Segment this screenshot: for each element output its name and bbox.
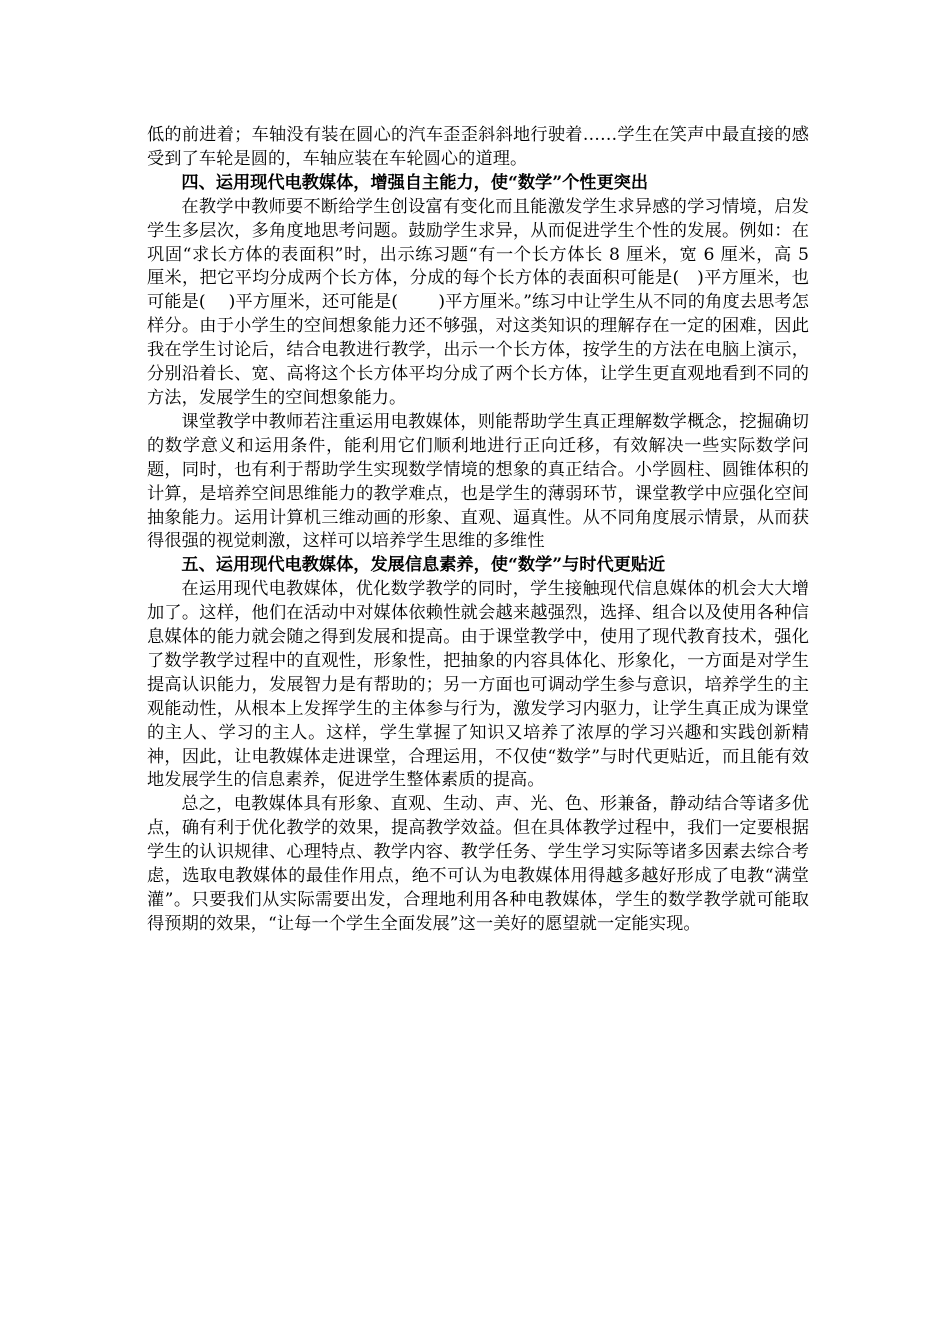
section-heading-5: 五、运用现代电教媒体，发展信息素养，使“数学”与时代更贴近 [181, 555, 666, 576]
paragraph-section5-1: 在运用现代电教媒体，优化数学教学的同时，学生接触现代信息媒体的机会大大增加了。这样，他们在活动中对媒体依赖性就会越来越强烈，选择、组合以及使用各种信息媒体的能力就会随之得到发展和提高。由于课堂教学中，使用了现代教育技术，强化了数学教学过程中的直观性，形象性，把抽象的内容具体化、形象化，一方面是对学生提高认识能力，发展智力是有帮助的；另一方面也可调动学生参与意识，培养学生的主观能动性，从根本上发挥学生的主体参与行为，激发学习内驱力，让学生真正成为课堂的主人、学习的主人。这样，学生掌握了知识又培养了浓厚的学习兴趣和实践创新精神，因此，让电教媒体走进课堂，合理运用，不仅使“数学”与时代更贴近，而且能有效地发展学生的信息素养，促进学生整体素质的提高。 [147, 579, 809, 791]
paragraph-continuation: 低的前进着；车轴没有装在圆心的汽车歪歪斜斜地行驶着……学生在笑声中最直接的感受到了车轮是圆的，车轴应装在车轮圆心的道理。 [147, 125, 809, 169]
section-heading-4: 四、运用现代电教媒体，增强自主能力，使“数学”个性更突出 [181, 172, 649, 193]
paragraph-conclusion: 总之，电教媒体具有形象、直观、生动、声、光、色、形兼备，静动结合等诸多优点，确有利于优化教学的效果，提高教学效益。但在具体教学过程中，我们一定要根据学生的认识规律、心理特点、教学内容、教学任务、学生学习实际等诸多因素去综合考虑，选取电教媒体的最佳作用点，绝不可认为电教媒体用得越多越好形成了电教“满堂灌”。只要我们从实际需要出发，合理地利用各种电教媒体，学生的数学教学就可能取得预期的效果，“让每一个学生全面发展”这一美好的愿望就一定能实现。 [147, 794, 809, 934]
paragraph-section4-1: 在教学中教师要不断给学生创设富有变化而且能激发学生求异感的学习情境，启发学生多层次，多角度地思考问题。鼓励学生求异，从而促进学生个性的发展。例如：在巩固“求长方体的表面积”时，出示练习题“有一个长方体长 8 厘米，宽 6 厘米，高 5 厘米，把它平均分成两个长方体，分成的每个长方体的表面积可能是( )平方厘米，也可能是( )平方厘米，还可能是( )平方厘米。”练习中让学生从不同的角度去思考怎样分。由于小学生的空间想象能力还不够强，对这类知识的理解存在一定的困难，因此我在学生讨论后，结合电教进行教学，出示一个长方体，按学生的方法在电脑上演示，分别沿着长、宽、高将这个长方体平均分成了两个长方体，让学生更直观地看到不同的方法，发展学生的空间想象能力。 [147, 196, 809, 408]
paragraph-section4-2: 课堂教学中教师若注重运用电教媒体，则能帮助学生真正理解数学概念，挖掘确切的数学意义和运用条件，能利用它们顺利地进行正向迁移，有效解决一些实际数学问题，同时，也有利于帮助学生实现数学情境的想象的真正结合。小学圆柱、圆锥体积的计算，是培养空间思维能力的教学难点，也是学生的薄弱环节，课堂教学中应强化空间抽象能力。运用计算机三维动画的形象、直观、逼真性。从不同角度展示情景，从而获得很强的视觉刺激，这样可以培养学生思维的多维性 [147, 411, 809, 552]
document-page [147, 124, 809, 937]
